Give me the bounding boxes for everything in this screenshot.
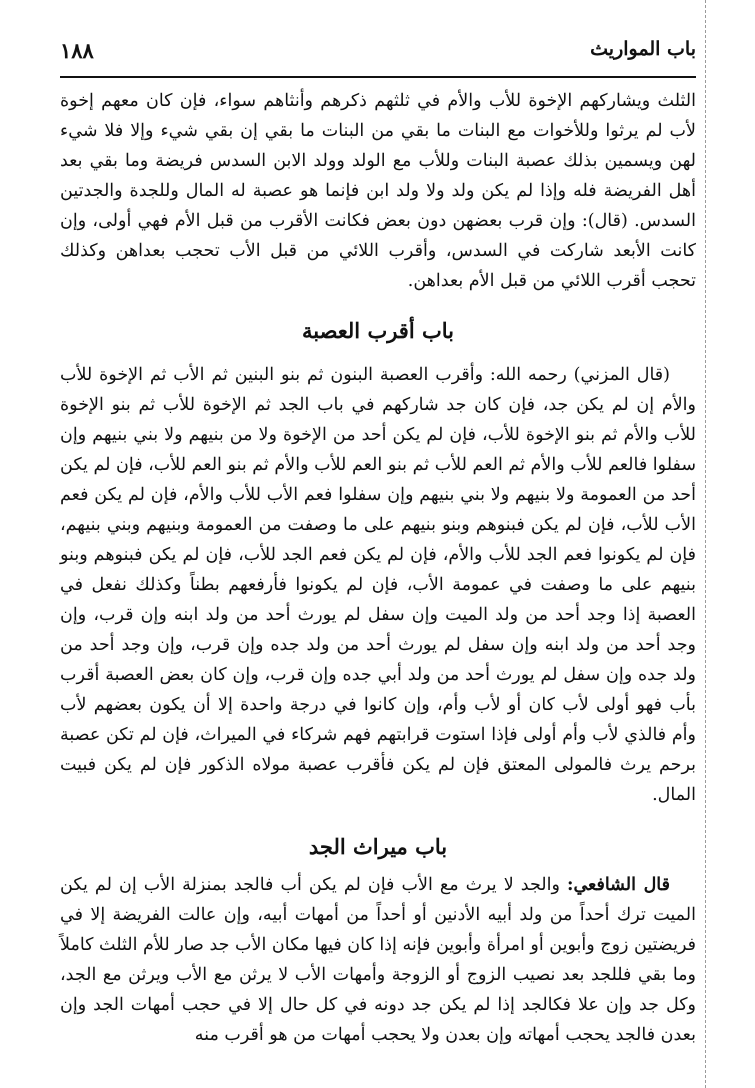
shafii-lead: قال الشافعي: [566,875,670,895]
header-rule [60,76,696,78]
scan-fold-line [705,0,706,1088]
page-header [60,38,696,74]
running-title: باب المواريث [590,38,696,60]
mirath-al-jadd-text: والجد لا يرث مع الأب فإن لم يكن أب فالجد بمنزلة الأب إن لم يكن الميت ترك أحداً من ولد أبيه الأدنين أو أحداً من أمهات أبيه، وإن عالت الفريضة إلا في فريضتين زوج وأبوين أو امرأة وأبوين فإنه إذا كان فيها مكان الأب جد صار للأم الثلث كاملاً وما بقي فللجد بعد نصيب الزوج أو الزوجة وأمهات الأب لا يرثن مع الأب ويرثن مع الجد، وكل جد وإن علا فكالجد إذا لم يكن جد دونه في كل حال إلا في حجب أمهات الجد وإن بعدن فالجد يحجب أمهاته وإن بعدن ولا يحجب أمهات من هو أقرب منه [60,875,696,1045]
page-body [60,86,696,1050]
section-title-aqrab-al-asaba: باب أقرب العصبة [301,318,455,343]
section-title-mirath-al-jadd: باب ميراث الجد [308,834,448,859]
aqrab-al-asaba-paragraph: (قال المزني) رحمه الله: وأقرب العصبة البنون ثم بنو البنين ثم الأب ثم الإخوة للأب والأم إن لم يكن جد، فإن كان جد شاركهم في باب الجد ثم الإخوة للأب ثم بنو الإخوة للأب والأم ثم بنو الإخوة للأب، فإن لم يكن أحد من الإخوة ولا من بنيهم ولا بني بنيهم وإن سفلوا فالعم للأب والأم ثم العم للأب ثم بنو العم للأب والأم ثم بنو العم للأب، فإن لم يكن أحد من العمومة ولا بنيهم ولا بني بنيهم وإن سفلوا فعم الأب للأب والأم، فإن لم يكن فعم الأب للأب، فإن لم يكن فبنوهم وبنو بنيهم على ما وصفت من العمومة وبنيهم وبني بنيهم، فإن لم يكونوا فعم الجد للأب والأم، فإن لم يكن فعم الجد للأب، فإن لم يكن فبنوهم وبنو بنيهم على ما وصفت في عمومة الأب، فإن لم يكونوا فأرفعهم بطناً وكذلك نفعل في العصبة إذا وجد أحد من ولد الميت وإن سفل لم يورث أحد من ولد ابنه وإن قرب، وإن وجد أحد من ولد ابنه وإن سفل لم يورث أحد من ولد جده وإن قرب، وإن وجد أحد من ولد جده وإن سفل لم يورث أحد من ولد أبي جده وإن قرب، وإن كان بعض العصبة أقرب بأب فهو أولى لأب كان أو لأب وأم، وإن كانوا في درجة واحدة إلا أن يكون بعضهم لأب وأم فالذي لأب وأم أولى فإذا استوت قرابتهم فهم شركاء في الميراث، فإن لم تكن عصبة برحم يرث فالمولى المعتق فإن لم يكن فأقرب عصبة مولاه الذكور فإن لم يكن فبيت المال. [60,365,696,805]
page-number: ١٨٨ [60,38,94,63]
mirath-al-jadd-paragraph [60,870,696,1050]
intro-paragraph: الثلث ويشاركهم الإخوة للأب والأم في ثلثهم ذكرهم وأنثاهم سواء، فإن كان معهم إخوة لأب لم يرثوا وللأخوات مع البنات ما بقي من البنات ما بقي إن بقي شيء وإلا فلا شيء لهن ويسمين بذلك عصبة البنات وللأب مع الولد وولد الابن السدس فريضة وما بقي بعد أهل الفريضة فله وإذا لم يكن ولد ولا ولد ابن فإنما هو عصبة له المال وللجدة والجدتين السدس. (قال): وإن قرب بعضهن دون بعض فكانت الأقرب من قبل الأم فهي أولى، وإن كانت الأبعد شاركت في السدس، وأقرب اللائي من قبل الأب تحجب بعداهن وكذلك تحجب أقرب اللائي من قبل الأم بعداهن. [60,91,696,291]
